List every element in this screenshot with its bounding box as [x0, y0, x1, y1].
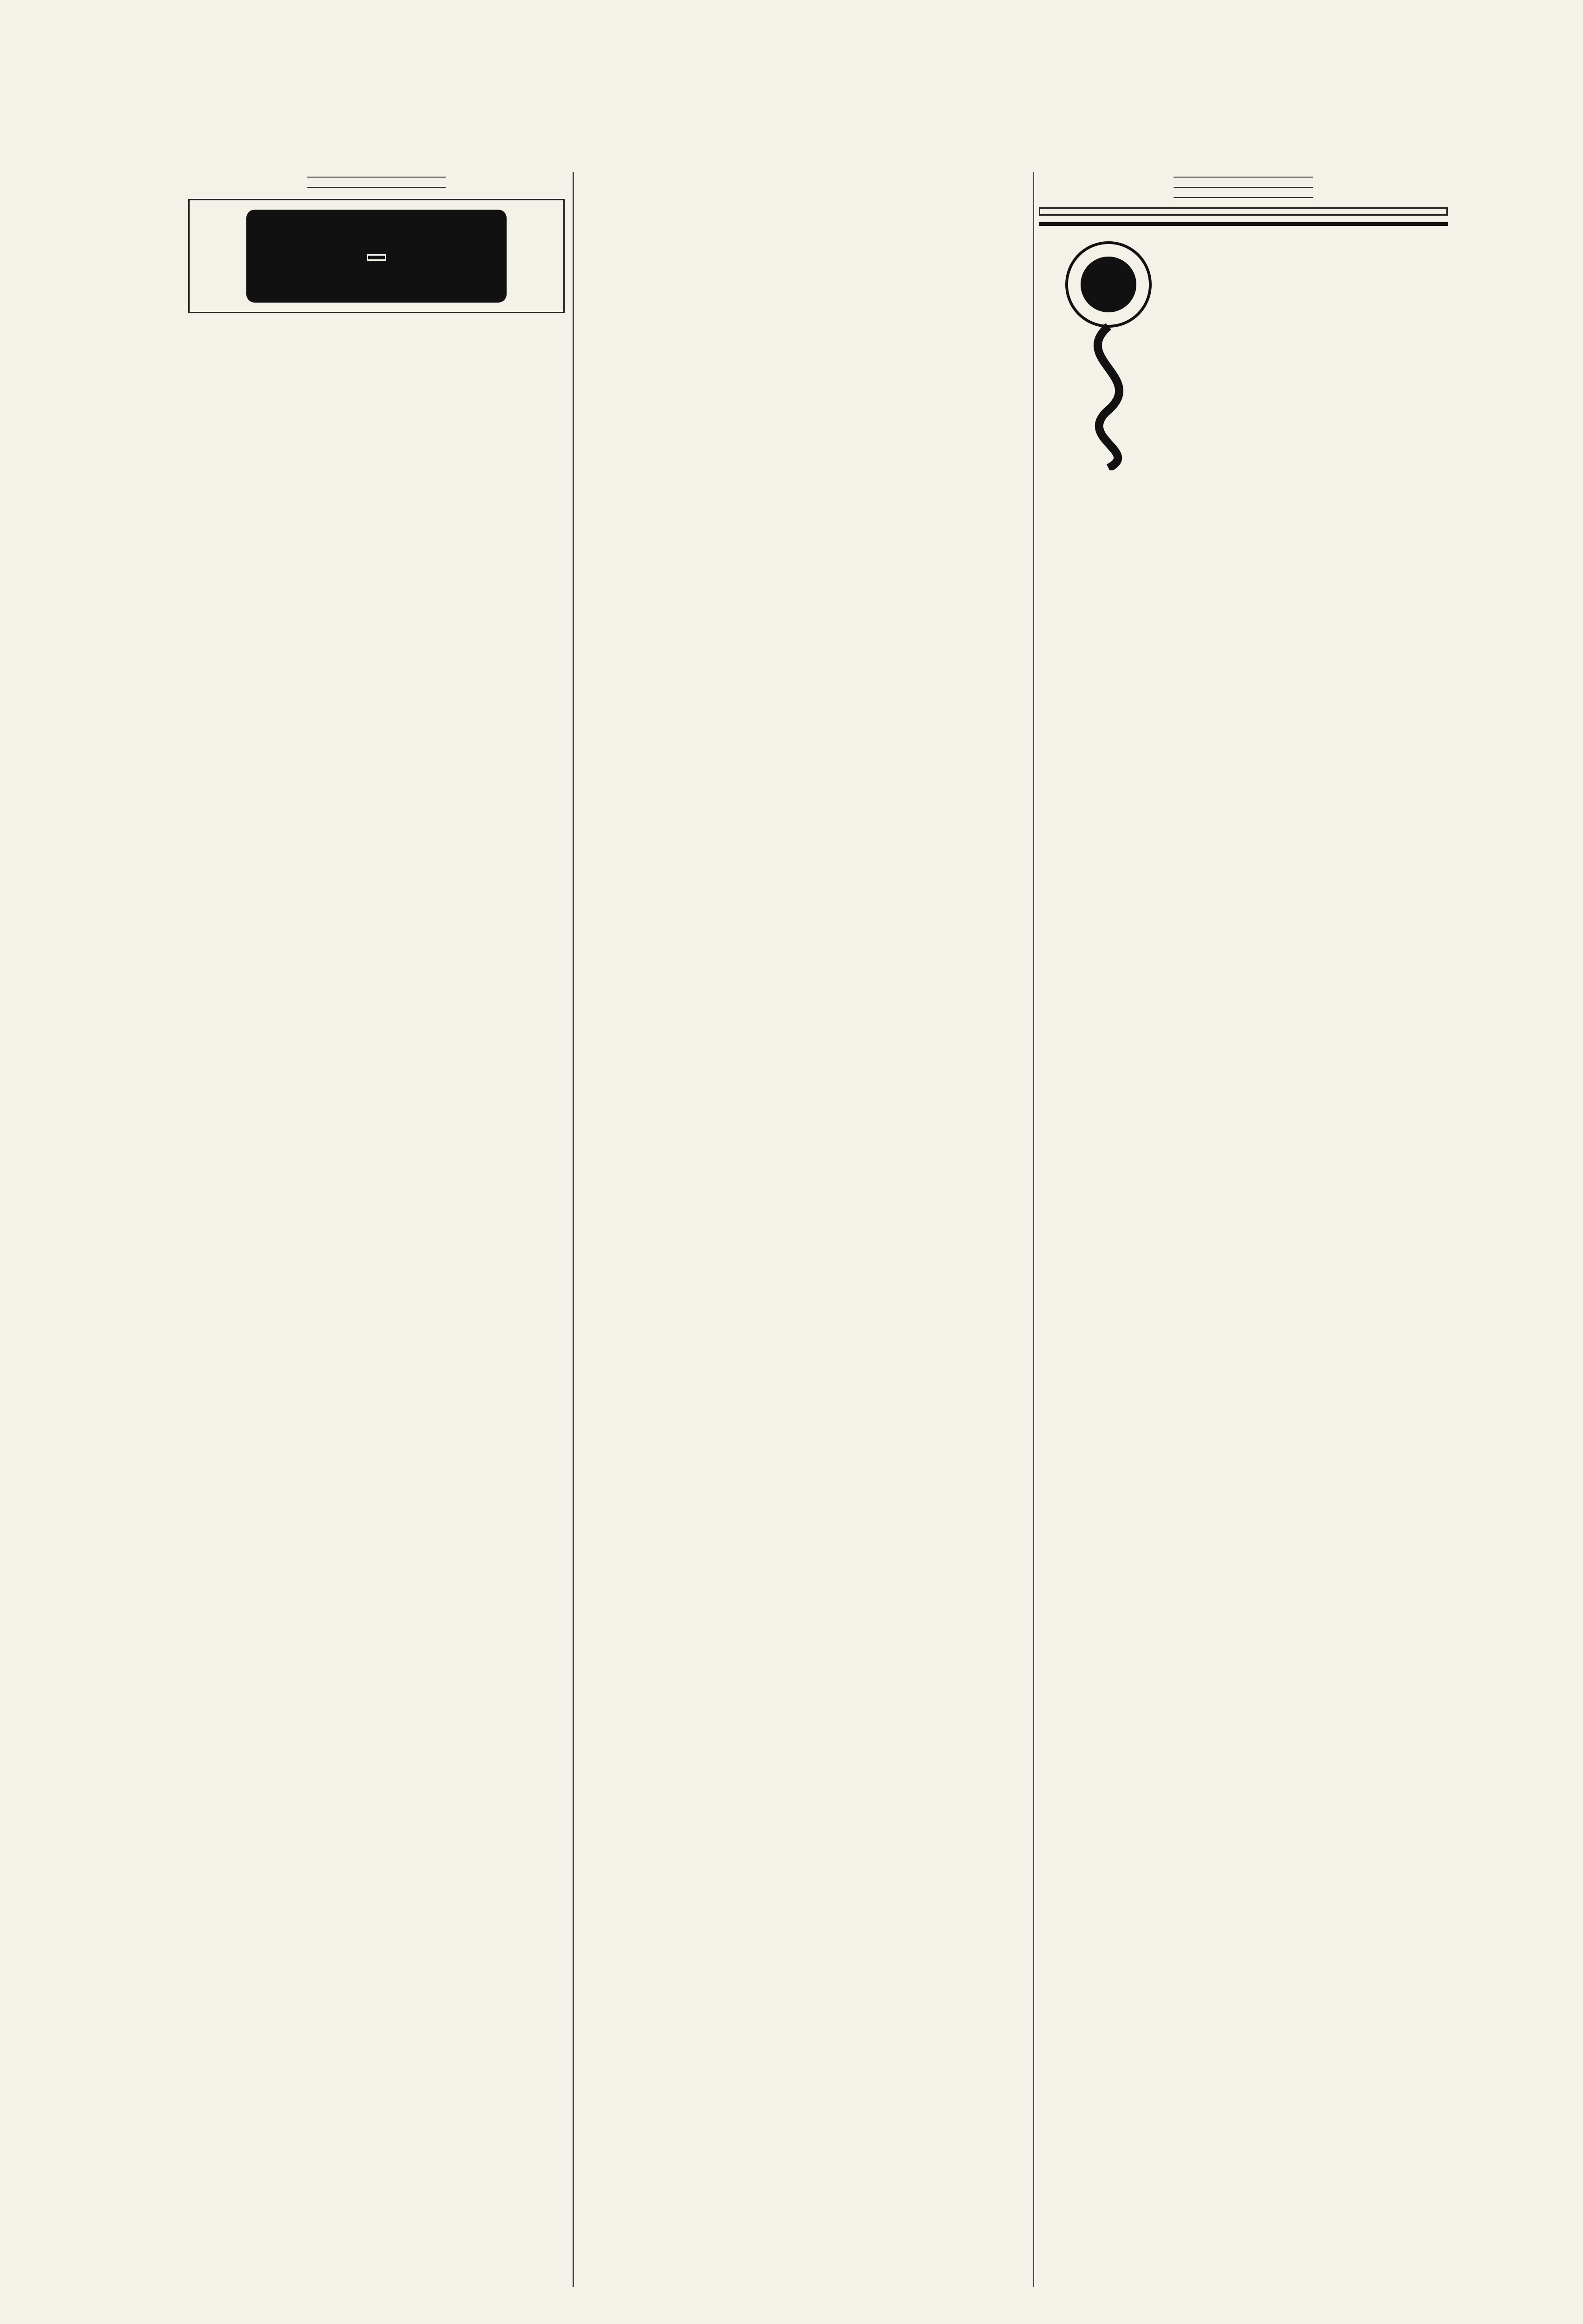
coverton-ad: [1039, 207, 1448, 216]
divider: [1174, 177, 1313, 178]
burdock-key-logo: [246, 210, 507, 303]
burdock-logo-line2: [367, 254, 386, 261]
st-leon-medallion: [1039, 229, 1178, 470]
key-to-health-ad: [188, 199, 565, 313]
divider: [1174, 197, 1313, 198]
medallion-face: [1081, 257, 1136, 312]
divider: [1174, 187, 1313, 188]
column-right: [1039, 167, 1448, 2287]
divider: [307, 187, 446, 188]
st-leon-ad: [1039, 222, 1448, 226]
column-rule: [573, 172, 574, 2287]
column-center: [583, 167, 1029, 2287]
cured-title: [1039, 222, 1448, 226]
divider: [307, 177, 446, 178]
column-rule: [1033, 172, 1034, 2287]
column-left: [188, 167, 565, 2287]
masthead: [0, 107, 1583, 163]
medallion-serpent: [1098, 326, 1119, 468]
